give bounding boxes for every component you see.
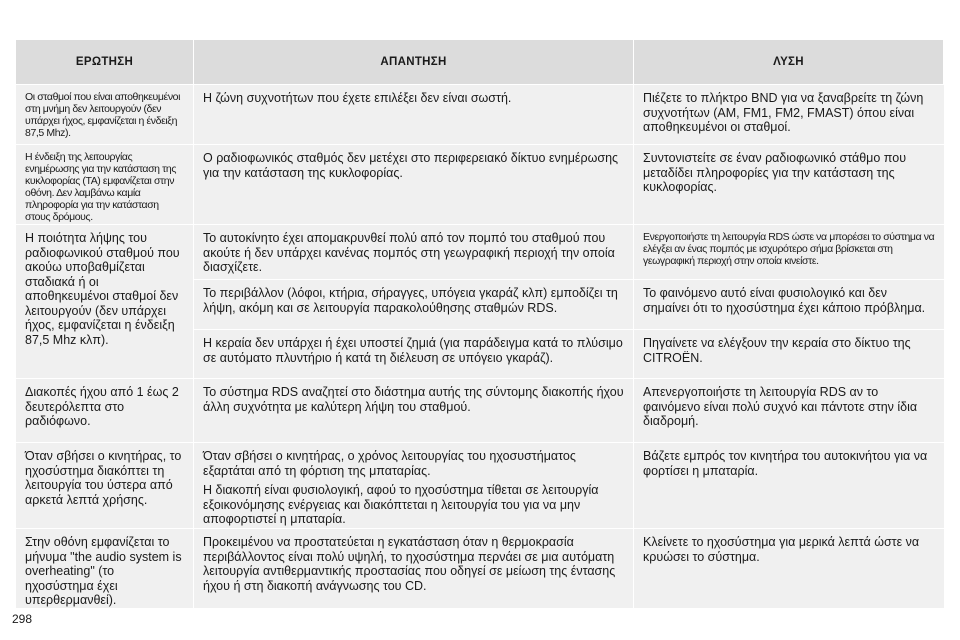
row6-question: Στην οθόνη εμφανίζεται το μήνυμα "the audio system is overheating" (το ηχοσύστημα έχει υπερθερμανθεί). <box>16 528 194 608</box>
row5-solution: Βάζετε εμπρός τον κινητήρα του αυτοκινήτου για να φορτίσει η μπαταρία. <box>634 442 944 528</box>
row4-answer: Το σύστημα RDS αναζητεί στο διάστημα αυτής της σύντομης διακοπής ήχου άλλη συχνότητα με καλύτερη λήψη του σταθμού. <box>194 378 634 442</box>
row3-question: Η ποιότητα λήψης του ραδιοφωνικού σταθμού που ακούω υποβαθμίζεται σταδιακά ή οι αποθηκευμένοι σταθμοί δεν λειτουργούν (δεν υπάρχει ήχος, εμφανίζεται η ένδειξη 87,5 Mhz κλπ). <box>16 224 194 378</box>
header-solution: ΛΥΣΗ <box>634 40 944 84</box>
row6-solution: Κλείνετε το ηχοσύστημα για μερικά λεπτά ώστε να κρυώσει το σύστημα. <box>634 528 944 608</box>
row3-answer-1: Το αυτοκίνητο έχει απομακρυνθεί πολύ από τον πομπό του σταθμού που ακούτε ή δεν υπάρχει κανένας πομπός στη γεωγραφική περιοχή την οποία διασχίζετε. <box>194 224 634 279</box>
row3-solution-3: Πηγαίνετε να ελέγξουν την κεραία στο δίκτυο της CITROËN. <box>634 329 944 378</box>
row6-answer: Προκειμένου να προστατεύεται η εγκατάσταση όταν η θερμοκρασία περιβάλλοντος είναι πολύ υψηλή, το ηχοσύστημα περνάει σε μια αυτόματη λειτουργία αντιθερμαντικής προστασίας που οδηγεί σε μείωση της έντασης ήχου ή στη διακοπή ανάγνωσης του CD. <box>194 528 634 608</box>
row1-solution: Πιέζετε το πλήκτρο BND για να ξαναβρείτε τη ζώνη συχνοτήτων (AM, FM1, FM2, FMAST) όπου είναι αποθηκευμένοι οι σταθμοί. <box>634 84 944 144</box>
row2-solution: Συντονιστείτε σε έναν ραδιοφωνικό στάθμο που μεταδίδει πληροφορίες για την κατάσταση της κυκλοφορίας. <box>634 144 944 224</box>
row3-answer-2: Το περιβάλλον (λόφοι, κτήρια, σήραγγες, υπόγεια γκαράζ κλπ) εμποδίζει τη λήψη, ακόμη και σε λειτουργία παρακολούθησης σταθμών RDS. <box>194 279 634 329</box>
header-question: ΕΡΩΤΗΣΗ <box>16 40 194 84</box>
row4-question: Διακοπές ήχου από 1 έως 2 δευτερόλεπτα στο ραδιόφωνο. <box>16 378 194 442</box>
row3-answer-3: Η κεραία δεν υπάρχει ή έχει υποστεί ζημιά (για παράδειγμα κατά το πλύσιμο σε αυτόματο πλυντήριο ή κατά τη διέλευση σε υπόγειο γκαράζ). <box>194 329 634 378</box>
row5-question: Όταν σβήσει ο κινητήρας, το ηχοσύστημα διακόπτει τη λειτουργία του ύστερα από αρκετά λεπτά χρήσης. <box>16 442 194 528</box>
header-answer: ΑΠΑΝΤΗΣΗ <box>194 40 634 84</box>
row4-solution: Απενεργοποιήστε τη λειτουργία RDS αν το φαινόμενο είναι πολύ συχνό και πάντοτε στην ίδια διαδρομή. <box>634 378 944 442</box>
row2-answer: Ο ραδιοφωνικός σταθμός δεν μετέχει στο περιφερειακό δίκτυο ενημέρωσης για την κατάσταση της κυκλοφορίας. <box>194 144 634 224</box>
row5-answer-para-2: Η διακοπή είναι φυσιολογική, αφού το ηχοσύστημα τίθεται σε λειτουργία εξοικονόμησης ενέργειας και διακόπτεται η λειτουργία του για να μην αποφορτιστεί η μπαταρία. <box>203 483 599 526</box>
row2-question: Η ένδειξη της λειτουργίας ενημέρωσης για την κατάσταση της κυκλοφορίας (ΤΑ) εμφανίζεται στην οθόνη. Δεν λαμβάνω καμία πληροφορία για την κατάσταση στους δρόμους. <box>16 144 194 224</box>
row3-solution-2: Το φαινόμενο αυτό είναι φυσιολογικό και δεν σημαίνει ότι το ηχοσύστημα έχει κάποιο πρόβλημα. <box>634 279 944 329</box>
row5-answer <box>194 442 634 528</box>
row3-solution-1: Ενεργοποιήστε τη λειτουργία RDS ώστε να μπορέσει το σύστημα να ελέγξει αν ένας πομπός με ισχυρότερο σήμα βρίσκεται στη γεωγραφική περιοχή στην οποία κινείστε. <box>634 224 944 279</box>
troubleshooting-table <box>16 40 944 608</box>
page-number: 298 <box>12 612 33 626</box>
row1-answer: Η ζώνη συχνοτήτων που έχετε επιλέξει δεν είναι σωστή. <box>194 84 634 144</box>
row5-answer-para-1: Όταν σβήσει ο κινητήρας, ο χρόνος λειτουργίας του ηχοσυστήματος εξαρτάται από τη φόρτιση της μπαταρίας. <box>203 449 576 478</box>
row1-question: Οι σταθμοί που είναι αποθηκευμένοι στη μνήμη δεν λειτουργούν (δεν υπάρχει ήχος, εμφανίζεται η ένδειξη 87,5 Mhz). <box>16 84 194 144</box>
